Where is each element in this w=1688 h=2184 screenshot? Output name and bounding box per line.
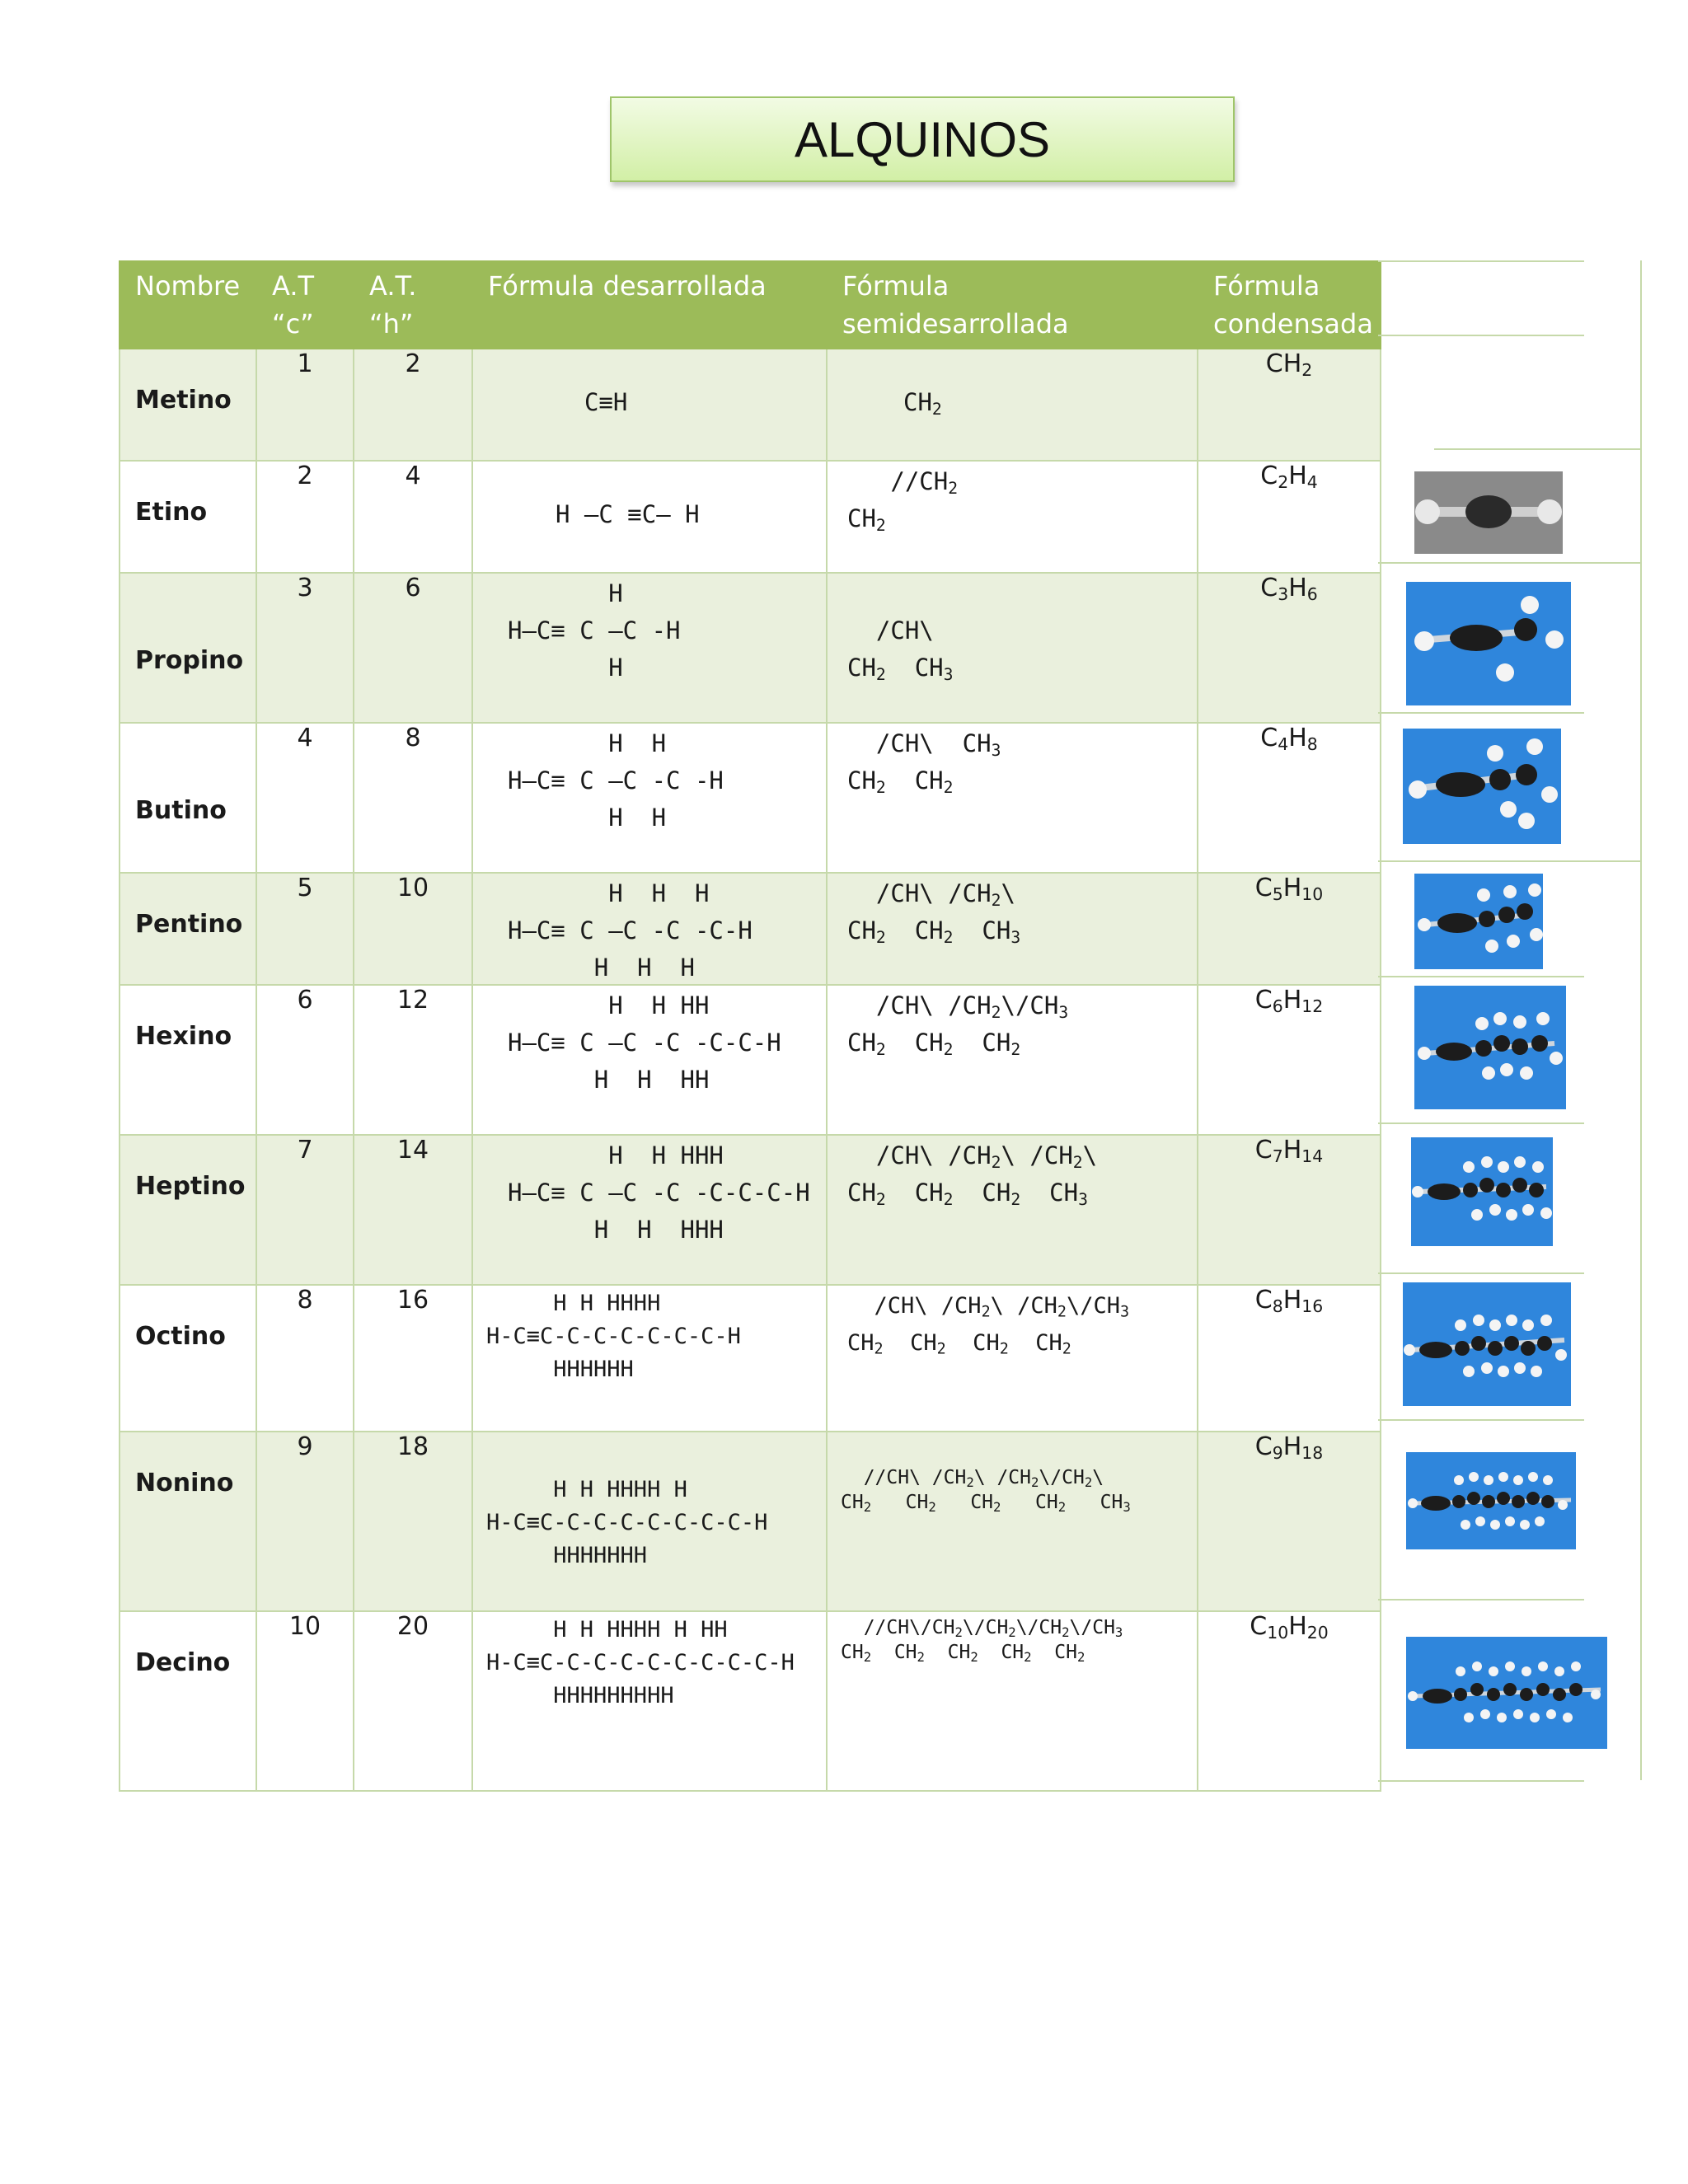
divider (1378, 335, 1584, 336)
hydrogen-count: 8 (354, 723, 472, 873)
name-text: Decino (135, 1648, 231, 1677)
table-row (120, 1611, 1381, 1791)
divider (1378, 562, 1642, 564)
carbon-count: 3 (256, 573, 354, 723)
hydrogen-count: 4 (354, 461, 472, 573)
carbon-count: 9 (256, 1432, 354, 1611)
table-row (120, 873, 1381, 985)
formula-semi (827, 461, 1198, 573)
formula-semi-text: /CH\ $CH_3$ $CH_2$ $CH_2$ (847, 729, 1001, 797)
formula-condensed: $C_4H_8$ (1198, 723, 1381, 873)
formula-semi (827, 723, 1198, 873)
hexino-model-image (1414, 986, 1566, 1109)
divider (1378, 976, 1584, 977)
alkynes-table (119, 260, 1381, 1792)
table-row (120, 349, 1381, 461)
formula-semi-text: $//CH\backslash/CH_2\backslash/CH_2\backslash/CH_2\backslash/CH_3$ $CH_2$ $CH_2$ $CH_2$ $CH_2$ $CH_2$ (841, 1617, 1123, 1665)
divider (1640, 260, 1642, 1780)
header-semidesarrollada: Fórmula semidesarrollada (827, 261, 1198, 349)
decino-model-image (1406, 1637, 1607, 1749)
formula-condensed: $C_5H_{10}$ (1198, 873, 1381, 985)
row-name (120, 985, 256, 1135)
name-text: Butino (135, 796, 227, 825)
formula-condensed: $C_2H_4$ (1198, 461, 1381, 573)
formula-developed (472, 349, 827, 461)
formula-semi-text: //CH\ $/CH_2\backslash$ $/CH_2\backslash/CH_2\backslash$ $CH_2$ $CH_2$ $CH_2$ $CH_2$ $CH_3$ (841, 1467, 1131, 1515)
formula-developed (472, 1611, 827, 1791)
formula-semi (827, 573, 1198, 723)
name-text: Octino (135, 1322, 226, 1351)
carbon-count: 4 (256, 723, 354, 873)
page-title: ALQUINOS (610, 96, 1235, 182)
formula-condensed: $C_7H_{14}$ (1198, 1135, 1381, 1285)
butino-model-image (1403, 729, 1561, 844)
divider (1378, 1780, 1584, 1782)
formula-semi-text: /CH\ $CH_2$ $CH_3$ (847, 616, 954, 684)
name-text: Heptino (135, 1172, 246, 1201)
name-text: Etino (135, 498, 208, 527)
formula-developed (472, 1285, 827, 1432)
formula-semi (827, 1611, 1198, 1791)
formula-developed-text: H H HHHH H H-C≡C-C-C-C-C-C-C-C-H HHHHHHH (486, 1477, 768, 1568)
formula-developed (472, 1135, 827, 1285)
formula-semi (827, 985, 1198, 1135)
hydrogen-count: 16 (354, 1285, 472, 1432)
formula-semi-text: /CH\ $/CH_2\backslash/CH_3$ $CH_2$ $CH_2$ $CH_2$ (847, 991, 1069, 1059)
table-row (120, 985, 1381, 1135)
formula-condensed: $C_3H_6$ (1198, 573, 1381, 723)
formula-semi-text: /CH\ $/CH_2\backslash$ $/CH_2\backslash$ $CH_2$ $CH_2$ $CH_2$ $CH_3$ (847, 1141, 1098, 1209)
carbon-count: 1 (256, 349, 354, 461)
divider (1378, 1122, 1584, 1124)
formula-developed-text: H H H–C≡ C –C -C -H H H (508, 729, 724, 832)
formula-developed (472, 461, 827, 573)
formula-condensed: $C_8H_{16}$ (1198, 1285, 1381, 1432)
formula-developed-text: H H HH H–C≡ C –C -C -C-C-H H H HH (508, 991, 781, 1094)
hydrogen-count: 20 (354, 1611, 472, 1791)
propino-model-image (1406, 582, 1571, 705)
row-name (120, 461, 256, 573)
formula-semi (827, 1135, 1198, 1285)
divider (1378, 860, 1642, 862)
nonino-model-image (1406, 1452, 1576, 1549)
row-name (120, 573, 256, 723)
formula-condensed: $C_6H_{12}$ (1198, 985, 1381, 1135)
divider (1378, 712, 1584, 714)
hydrogen-count: 12 (354, 985, 472, 1135)
carbon-count: 5 (256, 873, 354, 985)
formula-semi-text: $CH_2$ (903, 388, 942, 419)
formula-semi (827, 1432, 1198, 1611)
row-name (120, 1611, 256, 1791)
header-ath: A.T. “h” (354, 261, 472, 349)
row-name (120, 349, 256, 461)
formula-developed (472, 723, 827, 873)
formula-developed-text: H H HHH H–C≡ C –C -C -C-C-C-H H H HHH (508, 1141, 810, 1244)
header-desarrollada: Fórmula desarrollada (472, 261, 827, 349)
header-nombre: Nombre (120, 261, 256, 349)
formula-developed-text: H H H H–C≡ C –C -C -C-H H H H (508, 879, 753, 982)
formula-developed (472, 573, 827, 723)
formula-developed (472, 873, 827, 985)
divider (1378, 1419, 1584, 1421)
table-row (120, 573, 1381, 723)
formula-developed (472, 1432, 827, 1611)
heptino-model-image (1411, 1137, 1553, 1246)
table-row (120, 461, 1381, 573)
hydrogen-count: 6 (354, 573, 472, 723)
table-row (120, 1285, 1381, 1432)
table-header-row (120, 261, 1381, 349)
pentino-model-image (1414, 874, 1543, 969)
hydrogen-count: 2 (354, 349, 472, 461)
divider (1434, 448, 1642, 450)
formula-developed (472, 985, 827, 1135)
name-text: Hexino (135, 1022, 232, 1051)
row-name (120, 1135, 256, 1285)
name-text: Propino (135, 646, 244, 675)
hydrogen-count: 10 (354, 873, 472, 985)
etino-model-image (1414, 471, 1563, 554)
row-name (120, 1285, 256, 1432)
hydrogen-count: 18 (354, 1432, 472, 1611)
formula-semi (827, 873, 1198, 985)
table-row (120, 723, 1381, 873)
formula-developed-text: H –C ≡C– H (556, 500, 700, 528)
octino-model-image (1403, 1282, 1571, 1406)
divider (1378, 1599, 1584, 1601)
header-atc: A.T “c” (256, 261, 354, 349)
carbon-count: 2 (256, 461, 354, 573)
divider (1378, 1272, 1584, 1274)
header-condensada: Fórmula condensada (1198, 261, 1381, 349)
formula-condensed: $C_{10}H_{20}$ (1198, 1611, 1381, 1791)
formula-semi (827, 1285, 1198, 1432)
carbon-count: 6 (256, 985, 354, 1135)
carbon-count: 8 (256, 1285, 354, 1432)
formula-semi (827, 349, 1198, 461)
formula-condensed: $CH_2$ (1198, 349, 1381, 461)
formula-semi-text: /CH\ $/CH_2\backslash$ $CH_2$ $CH_2$ $CH_3$ (847, 879, 1021, 947)
carbon-count: 7 (256, 1135, 354, 1285)
row-name (120, 873, 256, 985)
name-text: Pentino (135, 910, 243, 939)
divider (1378, 260, 1584, 262)
formula-semi-text: $//CH_2$ $CH_2$ (847, 467, 959, 535)
name-text: Nonino (135, 1469, 234, 1497)
formula-semi-text: /CH\ $/CH_2\backslash$ $/CH_2\backslash/CH_3$ $CH_2$ $CH_2$ $CH_2$ $CH_2$ (847, 1293, 1130, 1358)
carbon-count: 10 (256, 1611, 354, 1791)
hydrogen-count: 14 (354, 1135, 472, 1285)
name-text: Metino (135, 386, 232, 415)
formula-developed-text: H H HHHH H HH H-C≡C-C-C-C-C-C-C-C-C-H HHHHHHHHH (486, 1617, 795, 1708)
formula-developed-text: H H–C≡ C –C -H H (508, 579, 681, 682)
formula-developed-text: H H HHHH H-C≡C-C-C-C-C-C-C-H HHHHHH (486, 1291, 741, 1382)
table-row (120, 1432, 1381, 1611)
row-name (120, 1432, 256, 1611)
formula-developed-text: C≡H (584, 388, 628, 416)
table-row (120, 1135, 1381, 1285)
row-name (120, 723, 256, 873)
formula-condensed: $C_9H_{18}$ (1198, 1432, 1381, 1611)
